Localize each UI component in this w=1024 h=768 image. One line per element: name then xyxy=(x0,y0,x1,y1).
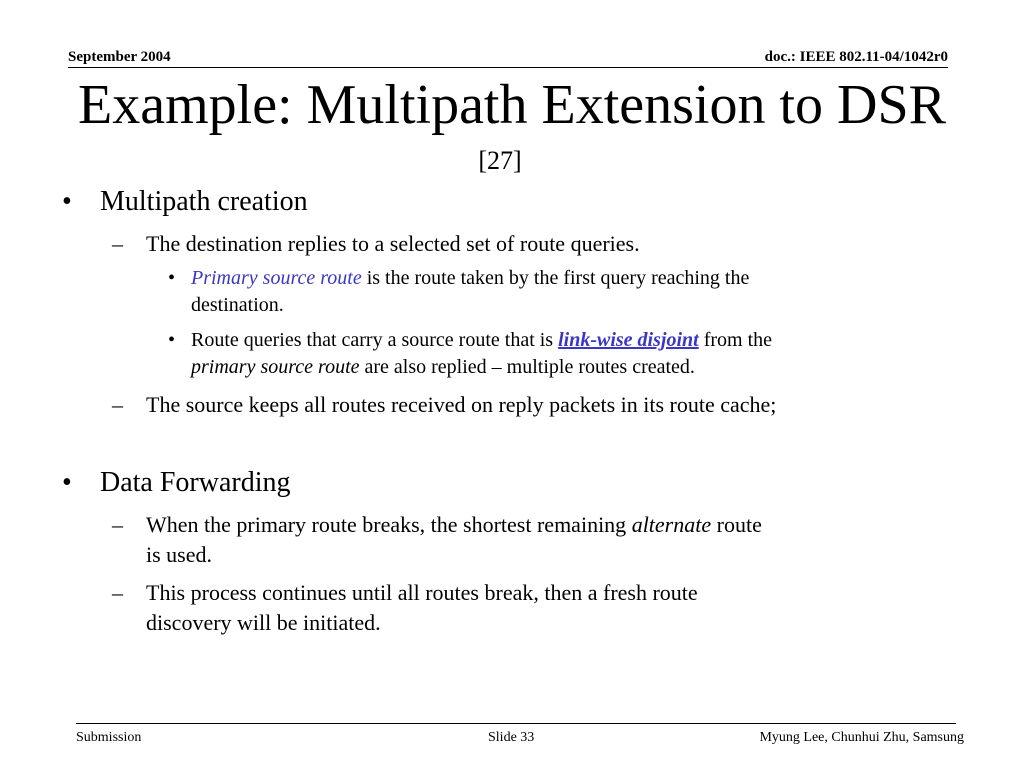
footer-authors: Myung Lee, Chunhui Zhu, Samsung xyxy=(759,730,964,745)
footer-rule xyxy=(76,723,956,724)
slide-title-reference: [27] xyxy=(478,146,522,175)
dot-marker: • xyxy=(168,329,176,351)
header-date: September 2004 xyxy=(68,49,171,65)
primary-source-route-term: Primary source route xyxy=(191,267,362,289)
footer-submission: Submission xyxy=(76,730,142,745)
bullet-multipath-creation: Multipath creation xyxy=(100,186,308,217)
subbullet-primary-route-breaks: When the primary route breaks, the shortest remaining alternate route is used. xyxy=(146,512,762,567)
dot-marker: • xyxy=(168,267,176,289)
footer-slide-number: Slide 33 xyxy=(488,730,535,745)
subbullet-process-continues: This process continues until all routes break, then a fresh route discovery will be initiated. xyxy=(146,580,698,635)
slide-title: Example: Multipath Extension to DSR xyxy=(78,74,946,136)
subbullet-destination-replies: The destination replies to a selected set of route queries. xyxy=(146,231,640,256)
link-wise-disjoint-link[interactable]: link-wise disjoint xyxy=(558,329,699,351)
bullet-marker: • xyxy=(62,186,72,217)
header-doc-id: doc.: IEEE 802.11-04/1042r0 xyxy=(764,49,948,65)
bullet-data-forwarding: Data Forwarding xyxy=(100,467,291,498)
dash-marker: – xyxy=(112,231,123,256)
bullet-marker: • xyxy=(62,467,72,498)
subsubbullet-primary-source-route: Primary source route is the route taken by the first query reaching the destination. xyxy=(191,267,750,316)
dash-marker: – xyxy=(112,580,123,605)
dash-marker: – xyxy=(112,512,123,537)
subsubbullet-route-queries: Route queries that carry a source route that is link-wise disjoint from the primary source route are also replied – multiple routes created. xyxy=(191,329,772,378)
subbullet-source-keeps-routes: The source keeps all routes received on reply packets in its route cache; xyxy=(146,392,777,417)
dash-marker: – xyxy=(112,392,123,417)
